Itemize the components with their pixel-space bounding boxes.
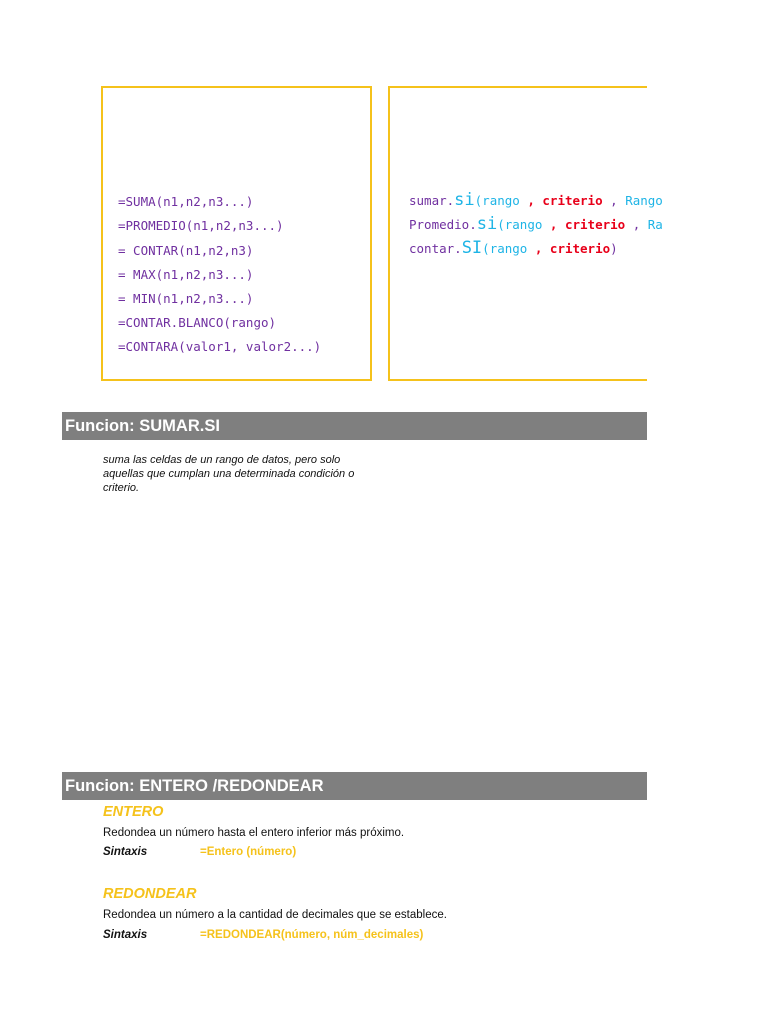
arg-rango: rango <box>482 193 520 208</box>
redondear-description: Redondea un número a la cantidad de decimales que se establece. <box>103 909 447 921</box>
entero-description: Redondea un número hasta el entero inferior más próximo. <box>103 827 405 839</box>
arg-criterio: criterio <box>549 241 611 256</box>
arg-rango-suma: Rango <box>625 193 663 208</box>
prefix: Promedio. <box>409 217 477 232</box>
entero-syntax-label: Sintaxis <box>103 846 148 858</box>
redondear-title: REDONDEAR <box>103 886 197 902</box>
entero-syntax: =Entero (número) <box>200 846 297 858</box>
prefix: contar. <box>409 241 462 256</box>
contar-si-line: contar.SI(rango , criterio) <box>409 238 618 258</box>
redondear-syntax-label: Sintaxis <box>103 929 148 941</box>
function-contara: =CONTARA(valor1, valor2...) <box>118 339 322 354</box>
functions-box <box>101 86 372 381</box>
function-max: = MAX(n1,n2,n3...) <box>118 267 254 282</box>
entero-title: ENTERO <box>103 804 164 820</box>
prefix: sumar. <box>409 193 455 208</box>
function-promedio: =PROMEDIO(n1,n2,n3...) <box>118 218 284 233</box>
section-header-sumar-si: Funcion: SUMAR.SI <box>62 412 647 440</box>
si-keyword: si <box>454 190 475 210</box>
close-paren: ) <box>610 241 618 256</box>
open-paren: ( <box>474 193 483 208</box>
arg-criterio: criterio <box>542 193 603 208</box>
arg-rango-promedio: Ra <box>647 217 663 232</box>
si-functions-box <box>388 86 663 381</box>
si-keyword: SI <box>461 238 483 258</box>
arg-rango: rango <box>489 241 528 256</box>
arg-criterio: criterio <box>564 217 626 232</box>
open-paren: ( <box>482 241 490 256</box>
arg-rango: rango <box>504 217 543 232</box>
redondear-syntax: =REDONDEAR(número, núm_decimales) <box>200 929 424 941</box>
open-paren: ( <box>497 217 505 232</box>
function-min: = MIN(n1,n2,n3...) <box>118 291 254 306</box>
function-suma: =SUMA(n1,n2,n3...) <box>118 194 254 209</box>
section-header-entero-redondear: Funcion: ENTERO /REDONDEAR <box>62 772 647 800</box>
si-keyword: si <box>476 214 498 234</box>
sumar-si-description: suma las celdas de un rango de datos, pero solo aquellas que cumplan una determinada condición o criterio. <box>103 454 355 494</box>
promedio-si-line: Promedio.si(rango , criterio , Ra <box>409 214 663 234</box>
sumar-si-line: sumar.si(rango , criterio , Rango <box>409 190 663 210</box>
function-contar-blanco: =CONTAR.BLANCO(rango) <box>118 315 277 330</box>
function-contar: = CONTAR(n1,n2,n3) <box>118 243 254 258</box>
